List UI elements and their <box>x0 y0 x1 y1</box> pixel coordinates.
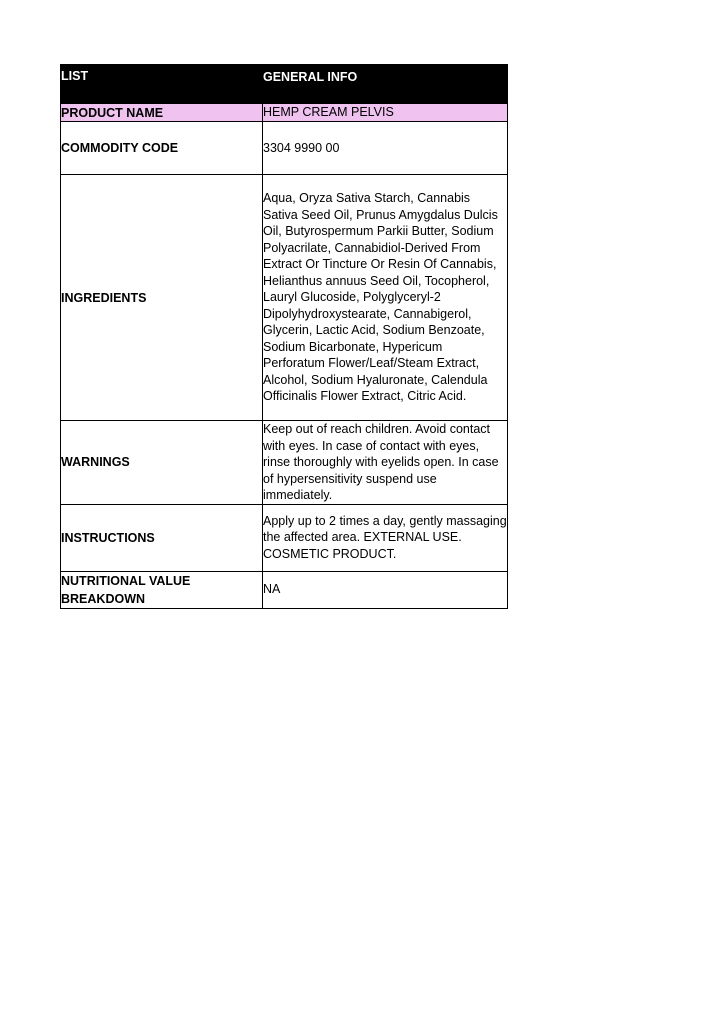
nutritional-value-label: NUTRITIONAL VALUE BREAKDOWN <box>61 571 263 608</box>
table-header-row <box>61 65 508 104</box>
commodity-code-value: 3304 9990 00 <box>263 122 508 175</box>
header-general-info-cell: GENERAL INFO <box>263 65 508 104</box>
product-info-table <box>60 64 508 609</box>
warnings-label: WARNINGS <box>61 421 263 505</box>
table-row-nutritional-value <box>61 571 508 608</box>
table-row-ingredients <box>61 175 508 421</box>
table-row-commodity-code <box>61 122 508 175</box>
instructions-value: Apply up to 2 times a day, gently massaging the affected area. EXTERNAL USE. COSMETIC PRODUCT. <box>263 504 508 571</box>
warnings-value: Keep out of reach children. Avoid contact with eyes. In case of contact with eyes, rinse thoroughly with eyelids open. In case of hypersensitivity suspend use immediately. <box>263 421 508 505</box>
product-name-value: HEMP CREAM PELVIS <box>263 104 508 122</box>
commodity-code-label: COMMODITY CODE <box>61 122 263 175</box>
instructions-label: INSTRUCTIONS <box>61 504 263 571</box>
header-list-cell: LIST <box>61 65 263 104</box>
ingredients-value: Aqua, Oryza Sativa Starch, Cannabis Sativa Seed Oil, Prunus Amygdalus Dulcis Oil, Butyrospermum Parkii Butter, Sodium Polyacrilate, Cannabidiol-Derived From Extract Or Tincture Or Resin Of Cannabis, Helianthus annuus Seed Oil, Tocopherol, Lauryl Glucoside, Polyglyceryl-2 Dipolyhydroxystearate, Cannabigerol, Glycerin, Lactic Acid, Sodium Benzoate, Sodium Bicarbonate, Hypericum Perforatum Flower/Leaf/Steam Extract, Alcohol, Sodium Hyaluronate, Calendula Officinalis Flower Extract, Citric Acid. <box>263 175 508 421</box>
table-row-warnings <box>61 421 508 505</box>
nutritional-value-value: NA <box>263 571 508 608</box>
ingredients-label: INGREDIENTS <box>61 175 263 421</box>
product-name-label: PRODUCT NAME <box>61 104 263 122</box>
table-row-product-name <box>61 104 508 122</box>
table-row-instructions <box>61 504 508 571</box>
